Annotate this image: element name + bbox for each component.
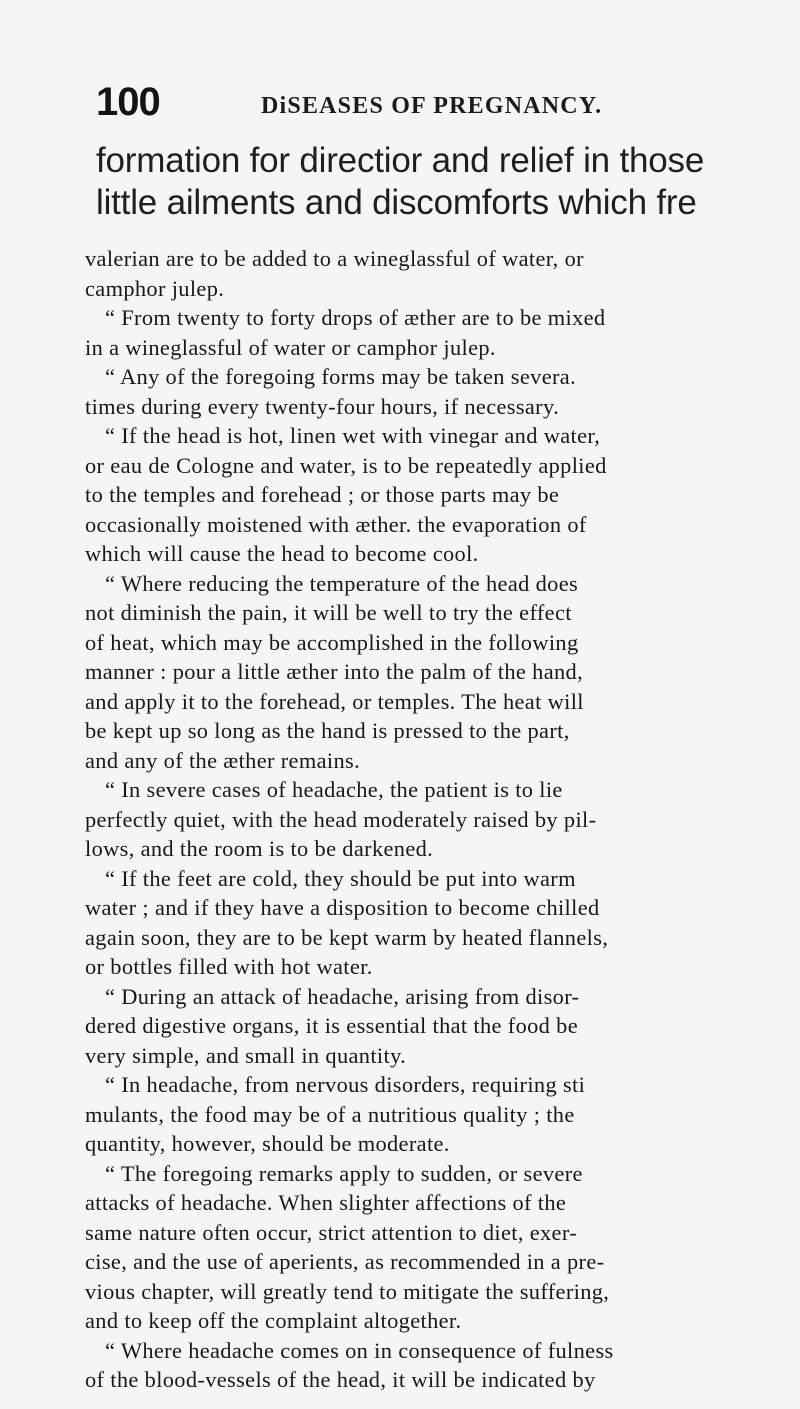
text-line: attacks of headache. When slighter affections of the — [85, 1190, 567, 1215]
text-line: times during every twenty-four hours, if necessary. — [85, 393, 560, 419]
text-line: cise, and the use of aperients, as recommended in a pre- — [85, 1249, 605, 1274]
text-line: “ In headache, from nervous disorders, requiring sti — [105, 1072, 586, 1097]
text-line: “ The foregoing remarks apply to sudden, or severe — [105, 1160, 583, 1186]
text-line: “ During an attack of headache, arising from disor- — [105, 983, 580, 1009]
text-line: lows, and the room is to be darkened. — [85, 836, 434, 861]
text-line: “ From twenty to forty drops of æther are to be mixed — [105, 305, 606, 330]
text-line: camphor julep. — [85, 275, 225, 301]
text-line: “ Where headache comes on in consequence of fulness — [105, 1337, 614, 1363]
text-line: in a wineglassful of water or camphor julep. — [85, 334, 496, 360]
text-line: not diminish the pain, it will be well to try the effect — [85, 600, 572, 625]
text-line: and any of the æther remains. — [85, 747, 361, 773]
text-line: occasionally moistened with æther. the evaporation of — [85, 511, 587, 537]
running-head — [96, 80, 736, 140]
text-line: of the blood-vessels of the head, it will be indicated by — [85, 1367, 596, 1392]
text-line: mulants, the food may be of a nutritious quality ; the — [85, 1101, 575, 1127]
text-line: perfectly quiet, with the head moderately raised by pil- — [85, 806, 597, 832]
text-line: to the temples and forehead ; or those parts may be — [85, 482, 560, 507]
running-title: DiSEASES OF PREGNANCY. — [261, 93, 603, 119]
text-line: quantity, however, should be moderate. — [85, 1131, 450, 1156]
page-number: 100 — [96, 80, 160, 124]
text-line: or bottles filled with hot water. — [85, 954, 373, 979]
text-line: dered digestive organs, it is essential that the food be — [85, 1013, 579, 1038]
text-line: or eau de Cologne and water, is to be repeatedly applied — [85, 452, 607, 478]
text-line: which will cause the head to become cool. — [85, 541, 479, 566]
text-line: same nature often occur, strict attention to diet, exer- — [85, 1219, 577, 1245]
text-line: manner : pour a little æther into the palm of the hand, — [85, 659, 584, 684]
text-line: “ Where reducing the temperature of the head does — [105, 570, 579, 596]
text-line: and to keep off the complaint altogether. — [85, 1308, 462, 1333]
text-line: “ If the feet are cold, they should be put into warm — [105, 865, 576, 891]
body-text — [85, 244, 745, 1395]
text-line: vious chapter, will greatly tend to mitigate the suffering, — [85, 1278, 610, 1304]
text-line: be kept up so long as the hand is pressed to the part, — [85, 718, 570, 743]
text-line: “ In severe cases of headache, the patient is to lie — [105, 777, 563, 802]
overlaid-text-strip — [96, 140, 796, 240]
text-line: water ; and if they have a disposition to become chilled — [85, 895, 600, 920]
text-line: “ If the head is hot, linen wet with vinegar and water, — [105, 423, 601, 448]
overlay-line: little ailments and discomforts which fre — [96, 183, 697, 222]
text-line: valerian are to be added to a wineglassful of water, or — [85, 246, 584, 271]
text-line: “ Any of the foregoing forms may be taken severa. — [105, 364, 577, 389]
text-line: very simple, and small in quantity. — [85, 1042, 407, 1068]
overlay-line: formation for directior and relief in those — [96, 141, 705, 180]
text-line: and apply it to the forehead, or temples. The heat will — [85, 688, 584, 714]
text-line: again soon, they are to be kept warm by heated flannels, — [85, 924, 609, 950]
text-line: of heat, which may be accomplished in the following — [85, 629, 579, 655]
